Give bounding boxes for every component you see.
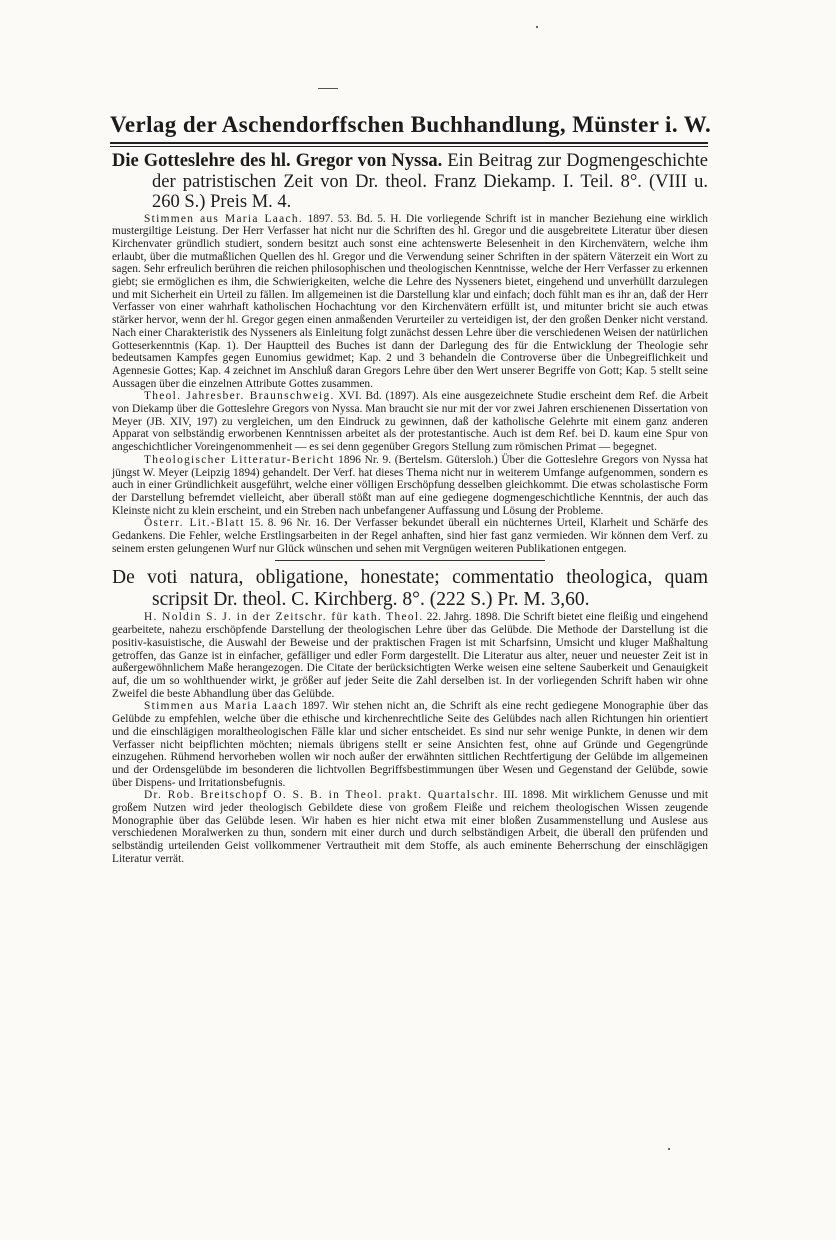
paper-speck [668,1148,670,1150]
review-source: H. Noldin S. J. in der Zeitschr. für kath. Theol. [144,611,424,624]
book1-review-2 [112,390,708,454]
header-rule [110,142,708,144]
review-source: Theol. Jahresber. Braunschweig. [144,390,335,403]
review-source: Theologischer Litteratur-Bericht [144,453,335,466]
content [112,148,708,866]
publisher-header: Verlag der Aschendorffschen Buchhandlung, Münster i. W. [110,112,712,137]
top-dash [318,88,338,89]
book1-title: Die Gotteslehre des hl. Gregor von Nyssa. [112,151,443,171]
review-text: 1897. 53. Bd. 5. H. Die vorliegende Schrift ist in mancher Beziehung eine wirklich mustergiltige Leistung. Der Herr Verfasser hat nicht nur die Schriften des hl. Gregor und die ausgebreitete Literatur über diesen Kirchenvater gründlich studiert, sondern besitzt auch sonst eine achtenswerte Belesenheit in den Kirchenvätern, welche ihm erlaubt, über die mutmaßlichen Quellen des hl. Gregor und die Verwendung seiner Schriften in der spätern Väterzeit ein Wort zu sagen. Sehr erfreulich berühren die reichen philosophischen und theologischen Kenntnisse, welche der Herr Verfasser zu erkennen giebt; sie ermöglichen es ihm, die Schwierigkeiten, welche die Lehre des Nysseners bietet, eingehend und unverhüllt darzulegen und mit Sicherheit ein Urteil zu fällen. Im allgemeinen ist die Darstellung klar und einfach; doch fühlt man es ihr an, daß der Herr Verfasser von einer wahrhaft katholischen Hochachtung vor den Kirchenvätern erfüllt ist, und mitunter bricht sie auch etwas stärker hervor, wenn der hl. Gregor gegen einen anmaßenden Verurteiler zu verteidigen ist, der den großen Denker nicht verstand. Nach einer Charakteristik des Nysseners als Einleitung folgt zunächst dessen Lehre über die verschiedenen Weisen der natürlichen Gotteserkenntnis (Kap. 1). Der Hauptteil des Buches ist dann der Darlegung des für die Entwicklung der Theologie sehr bedeutsamen Kampfes gegen Eunomius gewidmet; Kap. 2 und 3 behandeln die Controverse über die Unbegreiflichkeit und Agennesie Gottes; Kap. 4 zeichnet im Anschluß daran Gregors Lehre über den Wert unserer Begriffe von Gott; Kap. 5 stellt seine Aussagen über die einzelnen Attribute Gottes zusammen. [112,212,708,390]
book1-details: Ein Beitrag zur Dogmengeschichte der patristischen Zeit von Dr. theol. Franz Diekamp. I. Teil. 8°. (VIII u. 260 S.) Preis M. 4. [152,151,709,212]
review-text: 22. Jahrg. 1898. Die Schrift bietet eine fleißig und eingehend gearbeitete, nahezu erschöpfende Darstellung der theologischen Lehre über das Gelübde. Die Methode der Darstellung ist die positiv-kasuistische, die Auswahl der Beweise und der praktischen Fragen ist mit Scharfsinn, Umsicht und kluger Maßhaltung getroffen, das Ganze ist in einfacher, gefälliger und edler Form dargestellt. Die Literatur aus alter, neuer und neuester Zeit ist in außergewöhnlichem Maße herangezogen. Die Citate der berücksichtigten Werke weisen eine seltene Sauberkeit und Genauigkeit auf, die um so wohlthuender wirkt, je größer auf jeder Seite die Zahl derselben ist. In der vorliegenden Schrift haben wir ohne Zweifel die beste Abhandlung über das Gelübde. [112,611,708,700]
book1-title-block [112,151,708,213]
review-text: 1896 Nr. 9. (Bertelsm. Gütersloh.) Über die Gotteslehre Gregors von Nyssa hat jüngst W. Meyer (Leipzig 1894) gehandelt. Der Verf. hat dieses Thema nicht nur in weiterem Umfange aufgenommen, sondern es auch in einer Gründlichkeit ausgeführt, welche einer völligen Erschöpfung desselben gleichkommt. Die etwas scholastische Form der Darstellung befremdet vielleicht, aber überall stößt man auf eine gediegene dogmengeschichtliche Kenntnis, der auch das Kleinste nicht zu klein erscheint, und ein Streben nach unbefangener Auffassung und Lösung der Probleme. [112,453,708,517]
book1-review-1 [112,213,708,391]
section-divider [275,560,545,561]
review-text: 15. 8. 96 Nr. 16. Der Verfasser bekundet überall ein nüchternes Urteil, Klarheit und Schärfe des Gedankens. Die Fehler, welche Erstlingsarbeiten in der Regel anhaften, sind hier fast ganz vermieden. Wir können dem Verf. zu seinem ersten gelungenen Wurf nur Glück wünschen und sehen mit Vergnügen weiteren Publikationen entgegen. [112,517,708,555]
paper-speck [536,26,538,28]
review-source: Stimmen aus Maria Laach [144,700,299,713]
review-source: Stimmen aus Maria Laach. [144,212,304,225]
book2-review-2 [112,700,708,789]
book1-review-3 [112,454,708,518]
review-text: 1897. Wir stehen nicht an, die Schrift als eine recht gediegene Monographie über das Gelübde zu empfehlen, welche über die ethische und kirchenrechtliche Seite des Gelübdes nach allen Richtungen hin orientiert und die einschlägigen moraltheologischen Fälle klar und sicher entscheidet. Es sind nur sehr wenige Punkte, in denen wir dem Verfasser nicht beipflichten möchten; niemals übrigens stellt er seine Ansichten fest, ohne auf Gründe und Gegengründe einzugehen. Rühmend hervorheben wollen wir noch außer der erwähnten sittlichen Rechtfertigung der Gelübde im allgemeinen und der Ordensgelübde im besonderen die lichtvollen Begriffsbestimmungen über Wesen und Gegenstand der Gelübde, sowie über Dispens- und Irritationsbefugnis. [112,700,709,789]
book1-review-4 [112,517,708,555]
book2-review-3 [112,789,708,865]
header-rule-thin [110,146,708,147]
review-source: Dr. Rob. Breitschopf O. S. B. in Theol. prakt. Quartalschr. [144,789,499,802]
book2-title: De voti natura, obligatione, honestate; commentatio theologica, quam scripsit Dr. theol. C. Kirchberg. 8°. (222 S.) Pr. M. 3,60. [112,567,708,611]
review-text: III. 1898. Mit wirklichem Genusse und mit großem Nutzen wird jeder theologisch Gebildete diese von großem Fleiße und reichem theologischen Wissen zeugende Monographie über das Gelübde lesen. Wir haben es hier nicht etwa mit einer bloßen Zusammenstellung und Auslese aus verschiedenen Moralwerken zu thun, sondern mit einer durch und durch selbständigen Arbeit, die überall den prüfenden und selbständig urteilenden Geist vollkommener Vertrautheit mit dem Stoffe, als auch eminente Beherrschung der einschlägigen Literatur verrät. [112,789,708,865]
review-source: Österr. Lit.-Blatt [144,517,245,530]
review-text: XVI. Bd. (1897). Als eine ausgezeichnete Studie erscheint dem Ref. die Arbeit von Diekamp über die Gotteslehre Gregors von Nyssa. Man braucht sie nur mit der vor zwei Jahren erschienenen Dissertation von Meyer (JB. XIV, 197) zu vergleichen, um den Eindruck zu gewinnen, daß der katholische Gelehrte mit einem ganz anderen Apparat von selbständig erworbenen Kenntnissen arbeitet als der protestantische. Auch ist dem Ref. bei D. kaum eine Spur von angeschichtlicher Voreingenommenheit — es sei denn gegenüber Gregors Stellung zum römischen Primat — begegnet. [112,390,708,454]
book2-review-1 [112,611,708,700]
